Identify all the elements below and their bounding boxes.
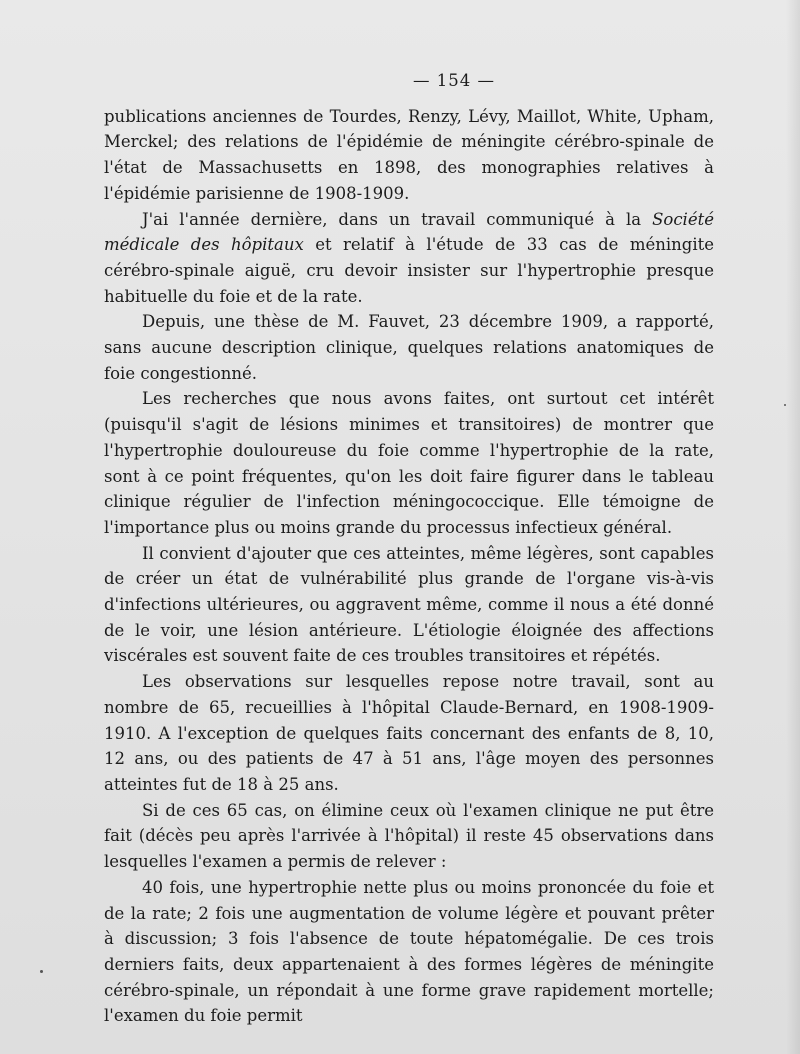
page-number: — 154 — (413, 71, 495, 90)
paragraph-3: Depuis, une thèse de M. Fauvet, 23 décembre 1909, a rapporté, sans aucune description clinique, quelques relations anatomiques de foie congestionné. (104, 312, 714, 383)
paragraph-7: Si de ces 65 cas, on élimine ceux où l'examen clinique ne put être fait (décès peu après l'arrivée à l'hôpital) il reste 45 observations dans lesquelles l'examen a permis de relever : (104, 800, 714, 872)
paragraph-1: publications anciennes de Tourdes, Renzy, Lévy, Maillot, White, Upham, Merckel; des relations de l'épidémie de méningite cérébro-spinale de l'état de Massachusetts en 1898, des monographies relatives à l'épidémie parisienne de 1908-1909. (104, 106, 714, 203)
paragraph-6: Les observations sur lesquelles repose notre travail, sont au nombre de 65, recueillies à l'hôpital Claude-Bernard, en 1908-1909-1910. A l'exception de quelques faits concernant des enfants de 8, 10, 12 ans, ou des patients de 47 à 51 ans, l'âge moyen des personnes atteintes fut de 18 à 25 ans. (104, 672, 714, 794)
body-text (104, 104, 714, 1029)
ink-speck (784, 404, 786, 406)
ink-speck (40, 970, 43, 973)
paragraph-5: Il convient d'ajouter que ces atteintes, même légères, sont capables de créer un état de vulnérabilité plus grande de l'organe vis-à-vis d'infections ultérieures, ou aggravent même, comme il nous a été donné de le voir, une lésion antérieure. L'étiologie éloignée des affections viscérales est souvent faite de ces troubles transitoires et répétés. (104, 543, 714, 666)
paragraph-8: 40 fois, une hypertrophie nette plus ou moins prononcée du foie et de la rate; 2 fois une augmentation de volume légère et pouvant prêter à discussion; 3 fois l'absence de toute hépatomégalie. De ces trois derniers faits, deux appartenaient à des formes légères de méningite cérébro-spinale, un répondait à une forme grave rapidement mortelle; l'examen du foie permit (104, 877, 714, 1026)
paragraph-4: Les recherches que nous avons faites, ont surtout cet intérêt (puisqu'il s'agit de lésions minimes et transitoires) de montrer que l'hypertrophie douloureuse du foie comme l'hypertrophie de la rate, sont à ce point fréquentes, qu'on les doit faire figurer dans le tableau clinique régulier de l'infection méningococcique. Elle témoigne de l'importance plus ou moins grande du processus infectieux général. (104, 389, 714, 537)
journal-title: Société médicale des hôpitaux (104, 209, 714, 255)
page-edge-shadow (786, 0, 800, 1054)
paragraph-2: J'ai l'année dernière, dans un travail communiqué à la Société médicale des hôpitaux et relatif à l'étude de 33 cas de méningite cérébro-spinale aiguë, cru devoir insister sur l'hypertrophie presque habituelle du foie et de la rate. (104, 209, 714, 306)
